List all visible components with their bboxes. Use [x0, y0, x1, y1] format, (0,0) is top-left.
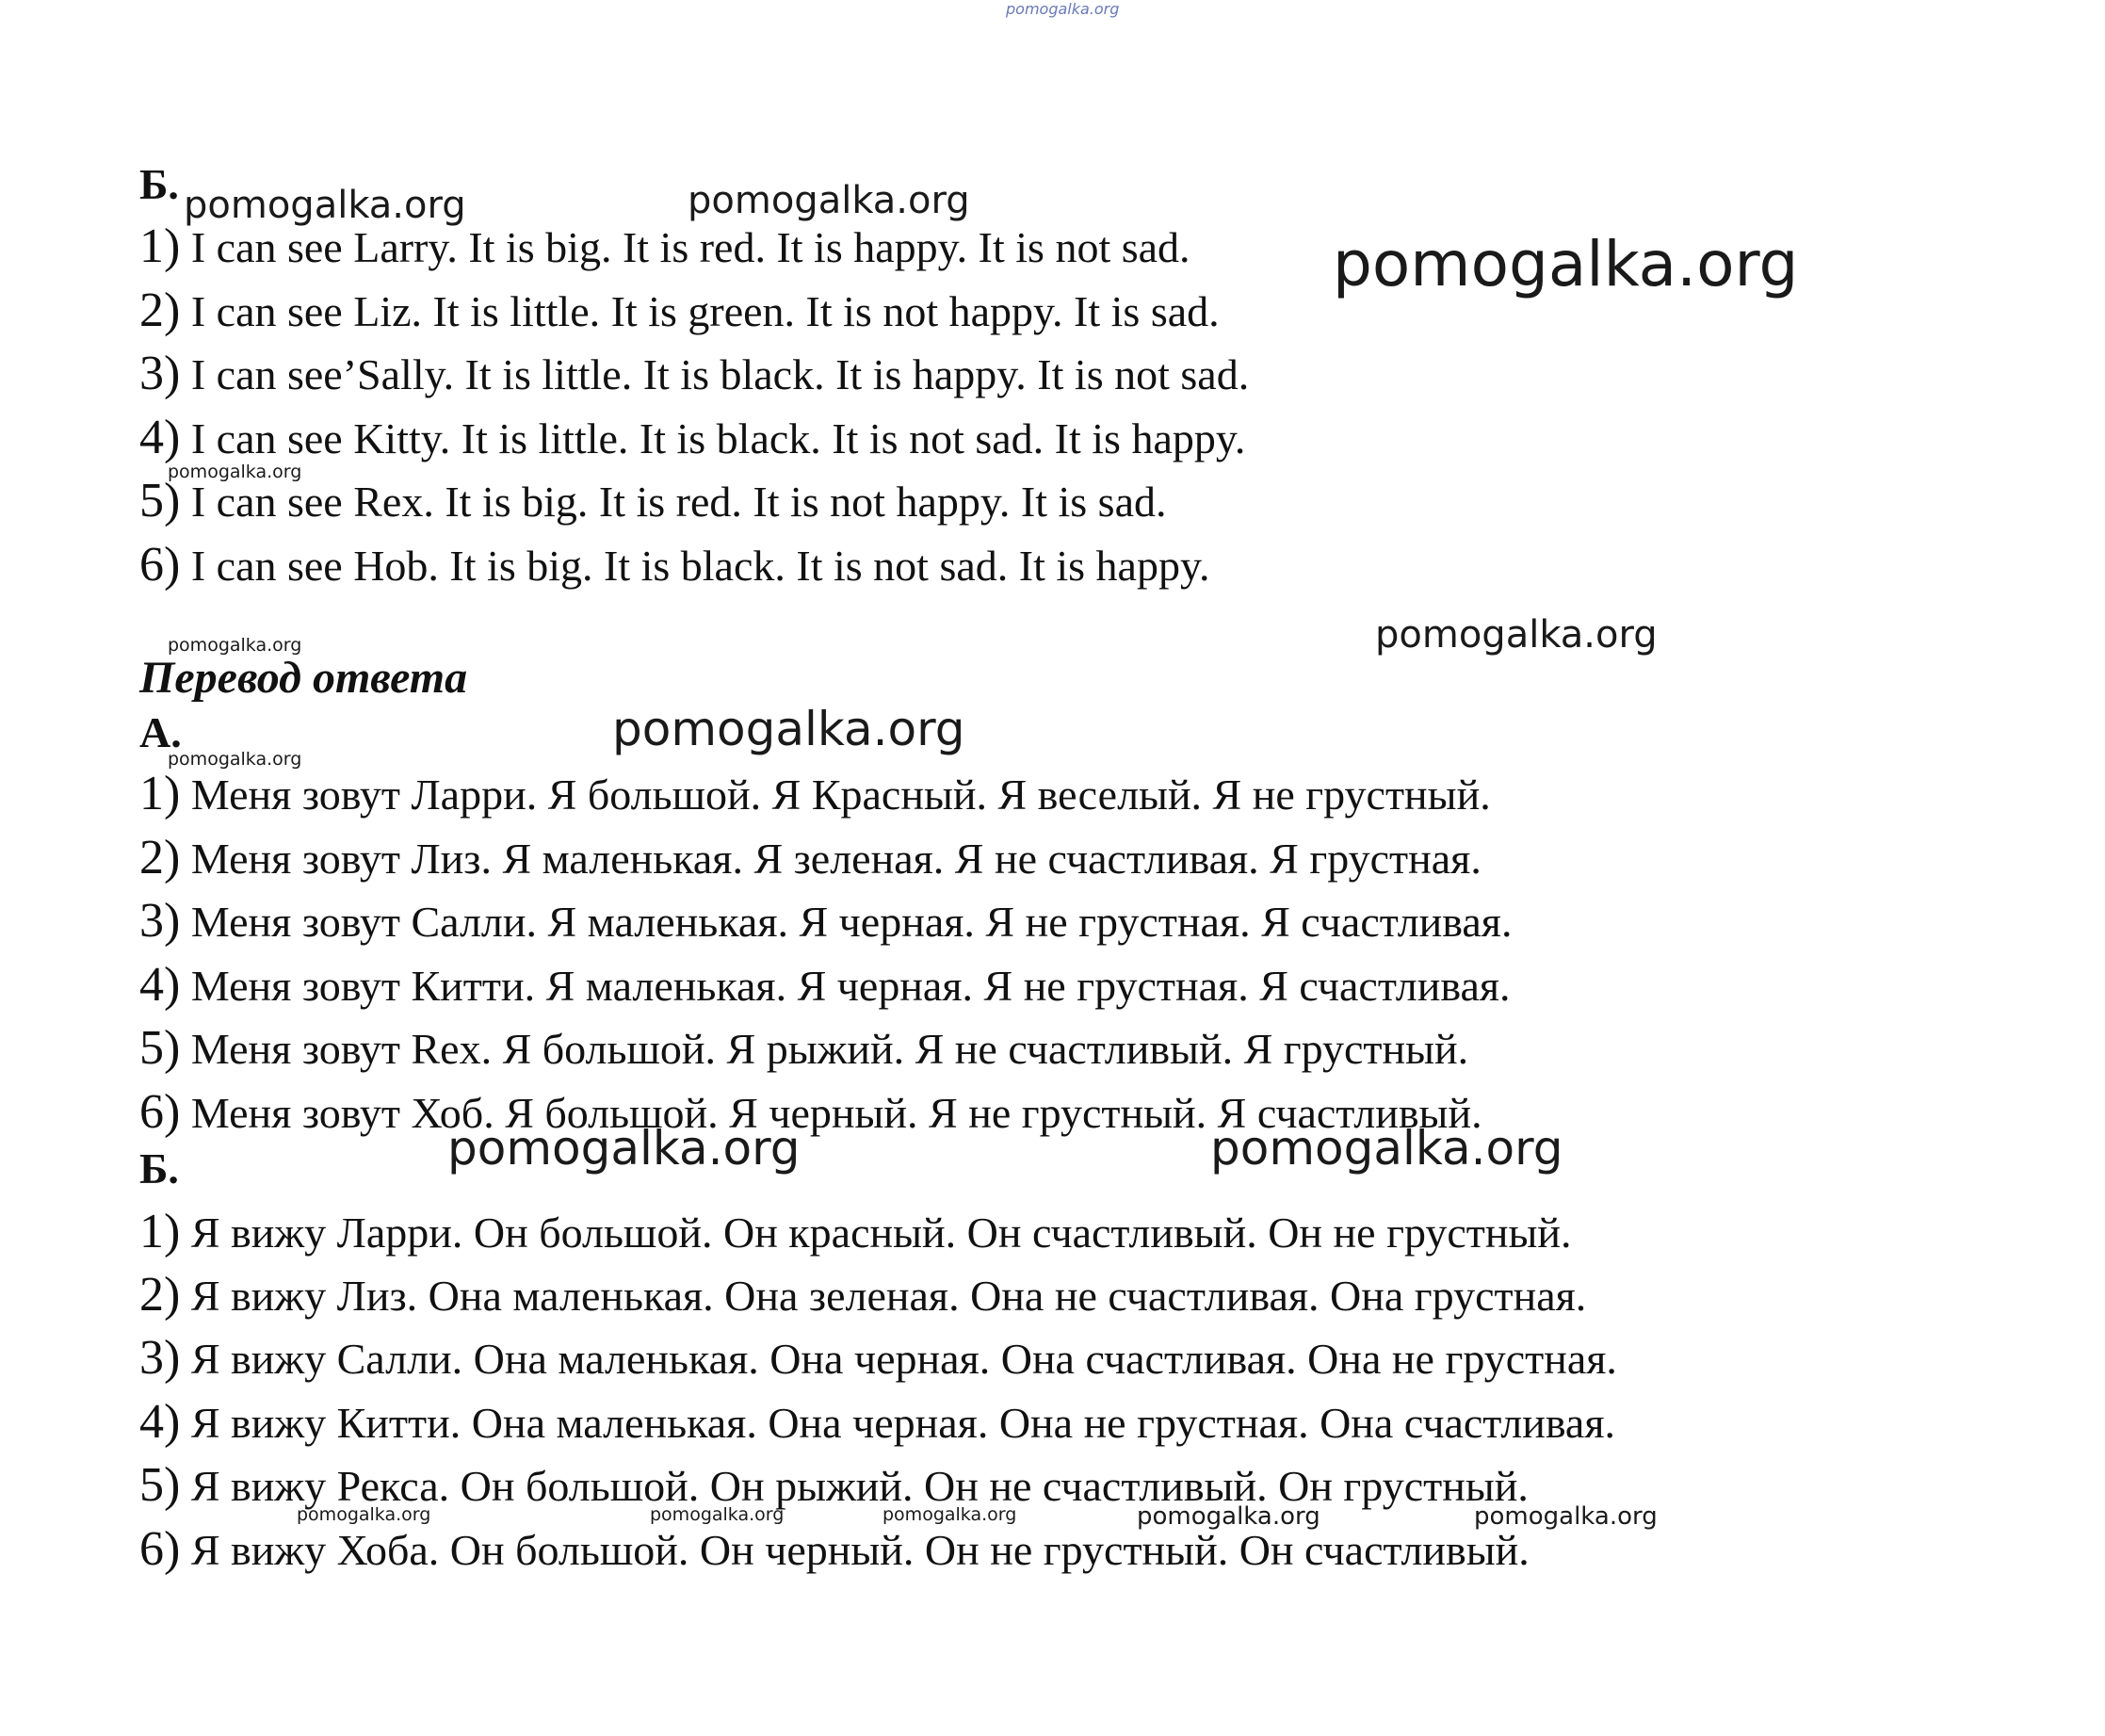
line-text: Меня зовут Китти. Я маленькая. Я черная. Я не грустная. Я счастливая.	[180, 962, 1511, 1010]
section-a-label: А.	[139, 708, 182, 756]
ru-a-line-5	[139, 1022, 1468, 1076]
translation-heading: Перевод ответа	[139, 653, 468, 703]
watermark: pomogalka.org	[168, 635, 302, 656]
line-number: 2)	[139, 1268, 181, 1322]
line-number: 1)	[139, 767, 181, 820]
line-number: 5)	[139, 1021, 181, 1075]
en-line-2	[139, 284, 1220, 338]
watermark: pomogalka.org	[1474, 1502, 1658, 1531]
watermark: pomogalka.org	[168, 462, 302, 482]
watermark: pomogalka.org	[184, 184, 466, 227]
line-number: 2)	[139, 284, 181, 337]
ru-b-line-1	[139, 1206, 1572, 1259]
ru-a-line-2	[139, 832, 1482, 885]
line-number: 6)	[139, 538, 181, 592]
line-number: 2)	[139, 831, 181, 884]
line-text: Меня зовут Лиз. Я маленькая. Я зеленая. Я не счастливая. Я грустная.	[180, 835, 1482, 883]
ru-a-line-4	[139, 959, 1511, 1013]
line-number: 4)	[139, 411, 181, 464]
line-text: Я вижу Лиз. Она маленькая. Она зеленая. Она не счастливая. Она грустная.	[180, 1272, 1587, 1320]
watermark-top: pomogalka.org	[1006, 0, 1120, 18]
line-number: 1)	[139, 219, 181, 273]
line-number: 5)	[139, 474, 181, 527]
en-line-4	[139, 412, 1245, 465]
ru-b-line-2	[139, 1269, 1586, 1322]
line-text: I can see’Sally. It is little. It is black. It is happy. It is not sad.	[180, 350, 1250, 398]
watermark: pomogalka.org	[168, 749, 302, 770]
watermark: pomogalka.org	[650, 1504, 785, 1525]
en-line-1	[139, 220, 1190, 274]
line-number: 5)	[139, 1458, 181, 1512]
ru-a-line-1	[139, 768, 1491, 821]
ru-b-line-3	[139, 1332, 1617, 1386]
ru-b-line-6	[139, 1523, 1530, 1577]
line-text: Меня зовут Ларри. Я большой. Я Красный. Я веселый. Я не грустный.	[180, 771, 1491, 819]
line-text: Я вижу Рекса. Он большой. Он рыжий. Он не счастливый. Он грустный.	[180, 1462, 1529, 1510]
line-number: 3)	[139, 1331, 181, 1385]
line-text: I can see Larry. It is big. It is red. It is happy. It is not sad.	[180, 223, 1190, 271]
en-line-5	[139, 475, 1166, 528]
line-number: 4)	[139, 958, 181, 1012]
line-text: I can see Kitty. It is little. It is black. It is not sad. It is happy.	[180, 414, 1246, 462]
line-text: Я вижу Ларри. Он большой. Он красный. Он счастливый. Он не грустный.	[180, 1209, 1572, 1257]
line-number: 6)	[139, 1085, 181, 1139]
section-b-ru-label: Б.	[139, 1144, 179, 1192]
watermark: pomogalka.org	[612, 702, 965, 756]
line-text: Я вижу Салли. Она маленькая. Она черная. Она счастливая. Она не грустная.	[180, 1335, 1617, 1383]
watermark: pomogalka.org	[688, 179, 970, 222]
line-text: Меня зовут Салли. Я маленькая. Я черная. Я не грустная. Я счастливая.	[180, 898, 1513, 946]
watermark: pomogalka.org	[1210, 1121, 1563, 1176]
ru-b-line-4	[139, 1396, 1615, 1450]
line-text: Я вижу Хоба. Он большой. Он черный. Он не грустный. Он счастливый.	[180, 1526, 1530, 1574]
ru-a-line-3	[139, 895, 1512, 949]
watermark: pomogalka.org	[1375, 613, 1658, 657]
line-text: Меня зовут Rex. Я большой. Я рыжий. Я не счастливый. Я грустный.	[180, 1025, 1469, 1073]
en-line-3	[139, 348, 1249, 401]
line-text: Я вижу Китти. Она маленькая. Она черная. Она не грустная. Она счастливая.	[180, 1399, 1616, 1447]
en-line-6	[139, 539, 1209, 592]
watermark: pomogalka.org	[1137, 1502, 1320, 1531]
watermark: pomogalka.org	[1333, 228, 1799, 300]
line-number: 3)	[139, 894, 181, 948]
watermark: pomogalka.org	[447, 1121, 801, 1176]
section-b-en-label: Б.	[139, 160, 179, 208]
line-text: I can see Hob. It is big. It is black. It is not sad. It is happy.	[180, 542, 1210, 590]
line-text: Меня зовут Хоб. Я большой. Я черный. Я не грустный. Я счастливый.	[180, 1089, 1482, 1137]
line-number: 4)	[139, 1395, 181, 1449]
line-number: 6)	[139, 1522, 181, 1576]
line-text: I can see Liz. It is little. It is green. It is not happy. It is sad.	[180, 287, 1220, 335]
line-text: I can see Rex. It is big. It is red. It is not happy. It is sad.	[180, 478, 1167, 526]
line-number: 3)	[139, 347, 181, 400]
watermark: pomogalka.org	[882, 1504, 1017, 1525]
watermark: pomogalka.org	[297, 1504, 431, 1525]
line-number: 1)	[139, 1205, 181, 1258]
